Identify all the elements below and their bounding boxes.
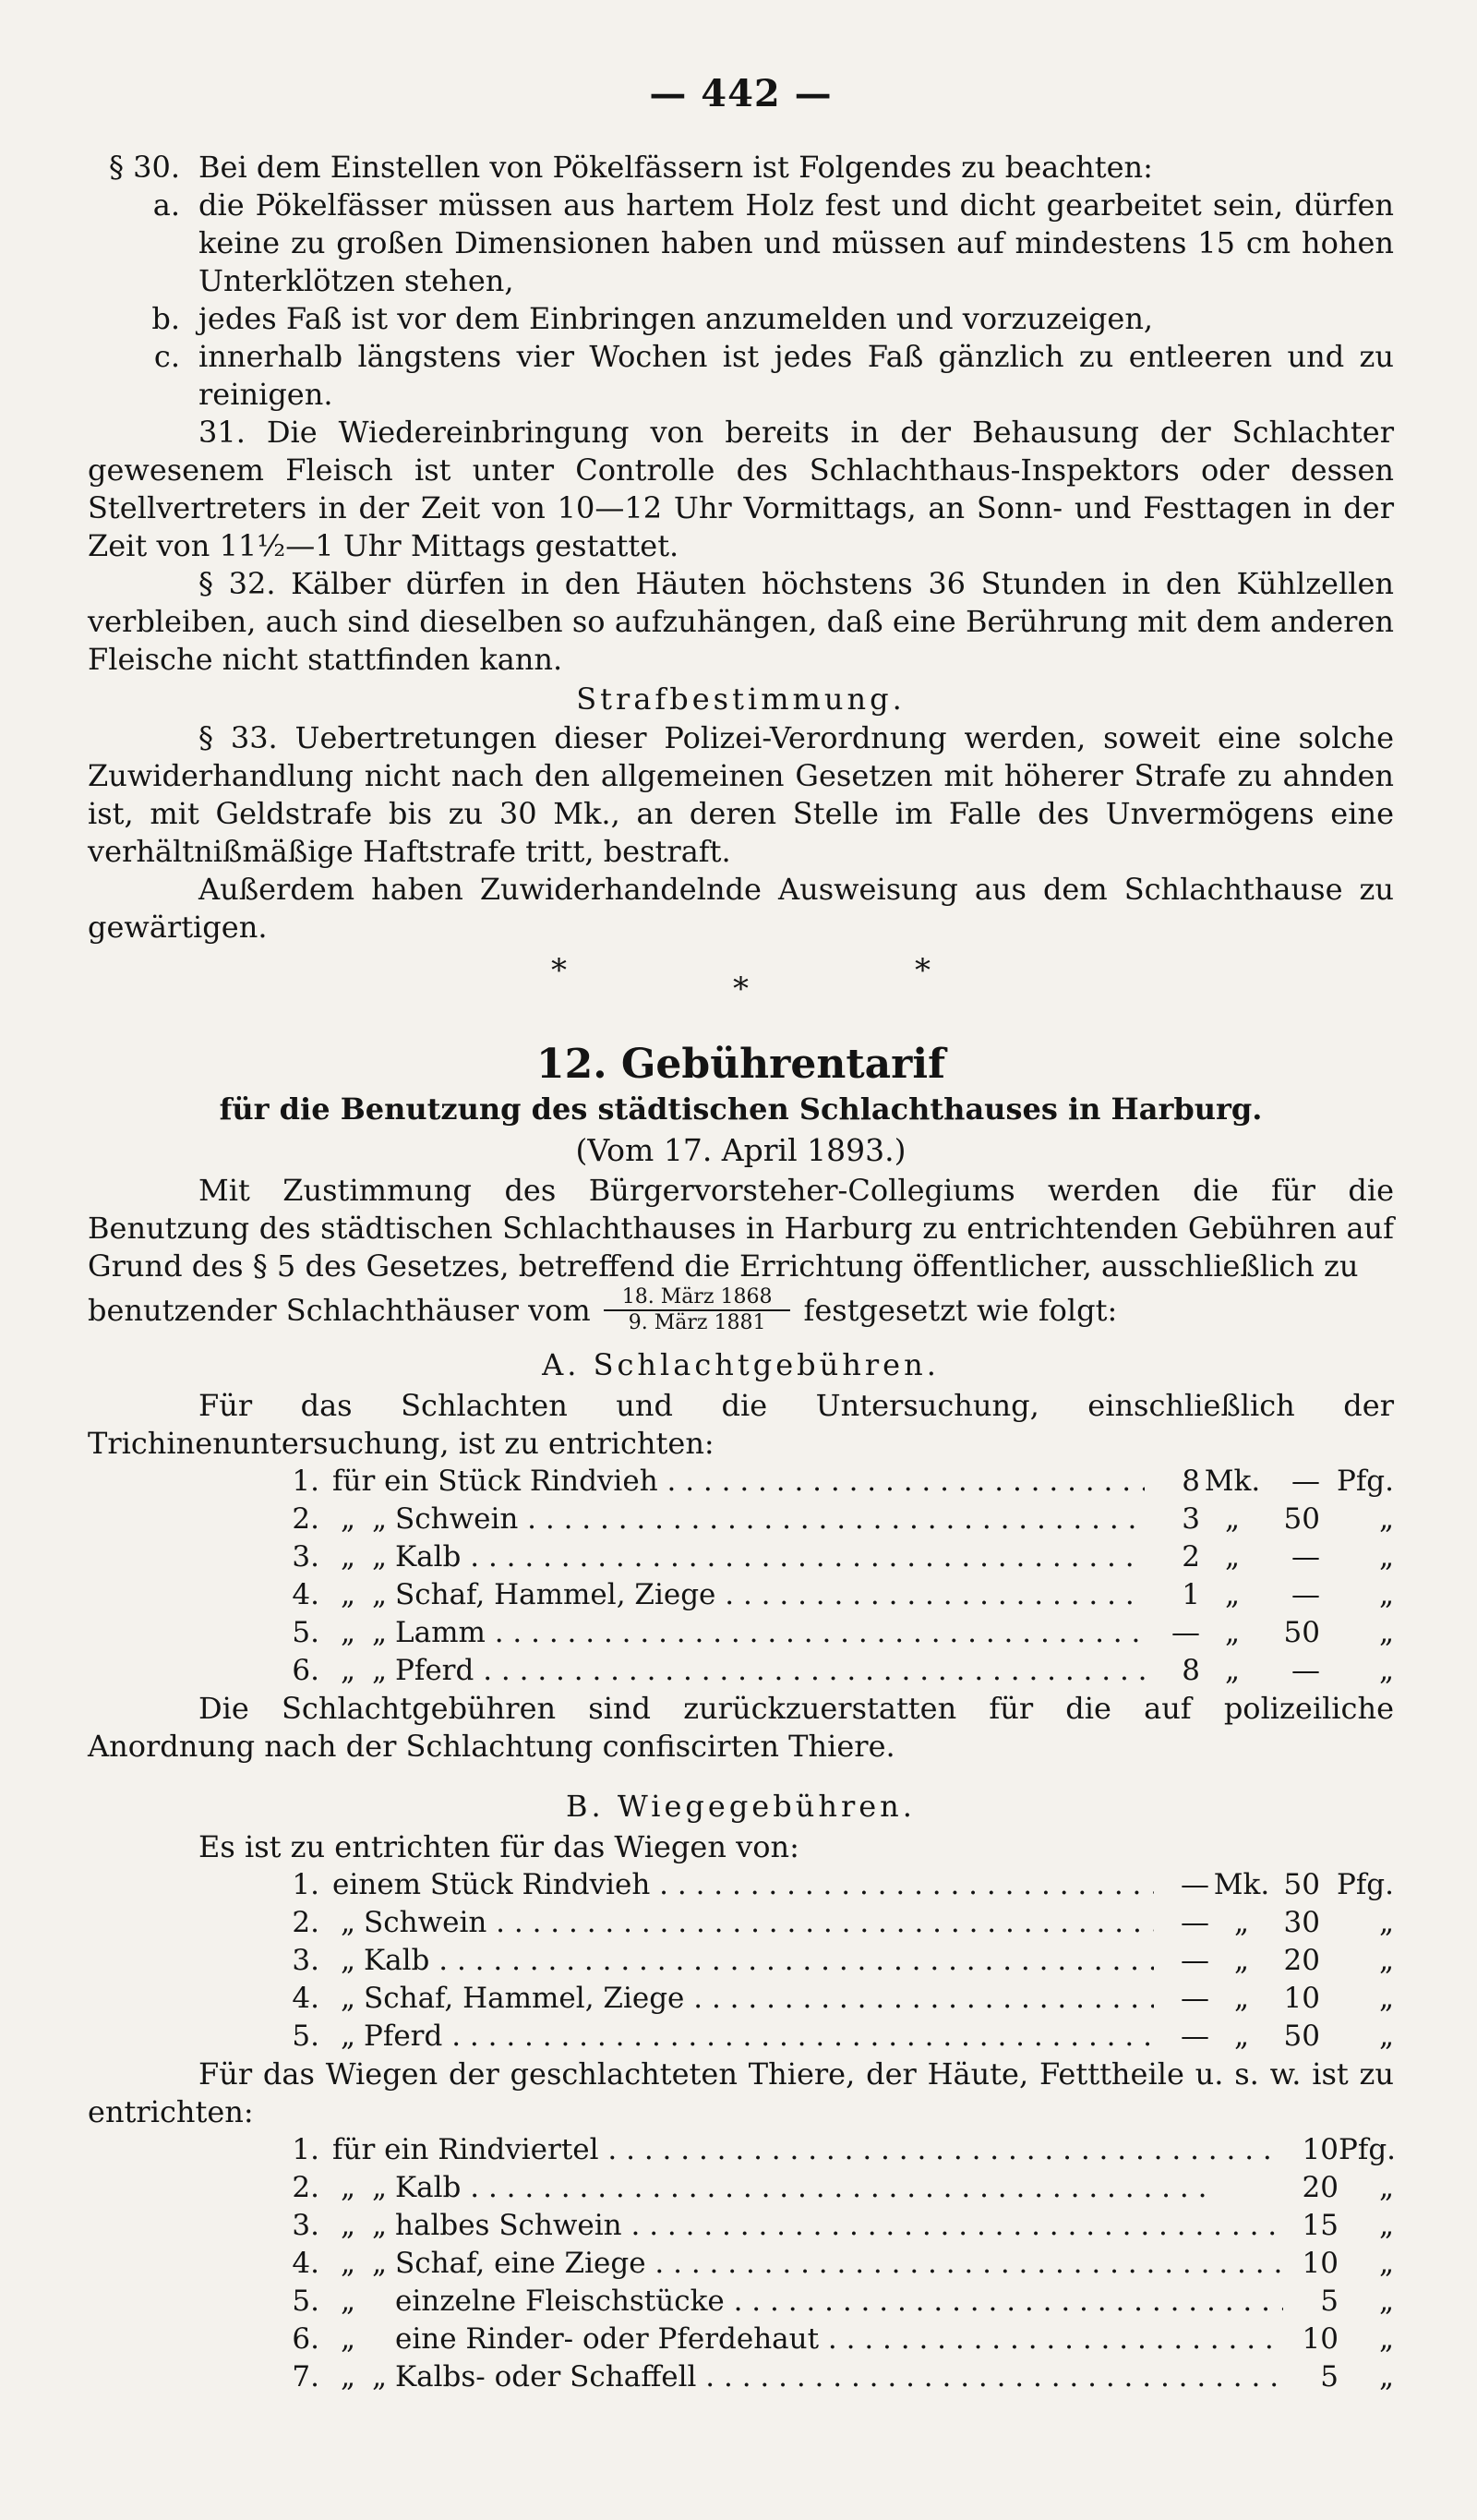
- ditto-mark: „: [340, 2360, 356, 2393]
- ditto-mark: „: [340, 1654, 356, 1687]
- tariff-date: (Vom 17. April 1893.): [575, 1132, 907, 1168]
- strafbestimmung-heading: Strafbestimmung.: [576, 681, 906, 717]
- row-marks: —: [1181, 1906, 1209, 1939]
- ditto-mark: „: [340, 1944, 356, 1977]
- row-pfg-unit: „: [1378, 2285, 1394, 2318]
- row-mk-unit: „: [1233, 1944, 1250, 1977]
- ditto-mark: „: [371, 1540, 388, 1573]
- section-a-title: A. Schlachtgebühren.: [542, 1347, 940, 1382]
- row-number: 2.: [292, 2171, 319, 2204]
- row-item: Lamm . . .: [395, 1614, 1145, 1652]
- row-pfennig: 50: [1283, 1616, 1320, 1649]
- row-pfg-unit: „: [1378, 2209, 1394, 2242]
- row-pfennig: 20: [1302, 2171, 1339, 2204]
- row-pfg-unit: „: [1378, 1944, 1394, 1977]
- section-30-item-b: [88, 300, 1394, 338]
- row-marks: 1: [1182, 1578, 1200, 1611]
- row-pfg-unit: Pfg.: [1336, 1868, 1394, 1901]
- section-a-table: [88, 1463, 1394, 1690]
- row-item: für ein Rindviertel . . .: [332, 2131, 1283, 2169]
- row-number: 6.: [292, 2322, 319, 2356]
- row-mk-unit: „: [1224, 1502, 1241, 1536]
- row-pfennig: —: [1291, 1654, 1320, 1687]
- row-pfennig: —: [1291, 1465, 1320, 1498]
- row-pfg-unit: „: [1378, 2020, 1394, 2053]
- row-number: 4.: [292, 1578, 319, 1611]
- section-b-table: [88, 1866, 1394, 2056]
- fraction-denominator: 9. März 1881: [628, 1311, 766, 1334]
- row-item: einem Stück Rindvieh . . .: [332, 1866, 1154, 1904]
- ditto-mark: „: [340, 2209, 356, 2242]
- row-item: halbes Schwein . . .: [395, 2207, 1283, 2245]
- ditto-mark: „: [371, 2247, 388, 2280]
- row-mk-unit: Mk.: [1204, 1465, 1261, 1498]
- row-number: 1.: [292, 1868, 319, 1901]
- row-pfg-unit: „: [1378, 2322, 1394, 2356]
- row-pfennig: 10: [1302, 2322, 1339, 2356]
- ditto-mark: „: [371, 1616, 388, 1649]
- ditto-mark: „: [340, 1502, 356, 1536]
- section-32: § 32. Kälber dürfen in den Häuten höchstens 36 Stunden in den Kühlzellen verbleiben, auch sind dieselben so aufzuhängen, daß eine Berührung mit dem anderen Fleische nicht stattfinden kann.: [88, 566, 1394, 677]
- row-pfennig: 20: [1283, 1944, 1320, 1977]
- ditto-mark: „: [371, 1578, 388, 1611]
- row-mk-unit: Mk.: [1213, 1868, 1270, 1901]
- section-a-note: Die Schlachtgebühren sind zurückzuerstatten für die auf polizeiliche Anordnung nach der Schlachtung confiscirten Thiere.: [88, 1691, 1394, 1764]
- table-row: [88, 1866, 1394, 1904]
- table-row: [88, 2283, 1394, 2321]
- row-item: Kalb . . .: [395, 1538, 1145, 1576]
- item-text: die Pökelfässer müssen aus hartem Holz fest und dicht gearbeitet sein, dürfen keine zu großen Dimensionen haben und müssen auf mindestens 15 cm hohen Unterklötzen stehen,: [198, 187, 1394, 298]
- row-item: Pferd . . .: [364, 2018, 1154, 2056]
- page-number: — 442 —: [649, 72, 833, 115]
- table-row: [88, 2018, 1394, 2056]
- row-number: 7.: [292, 2360, 319, 2393]
- item-label: b.: [151, 301, 180, 336]
- row-item: eine Rinder- oder Pferdehaut . . .: [395, 2321, 1283, 2358]
- row-pfennig: 50: [1283, 1502, 1320, 1536]
- ditto-mark: „: [340, 1616, 356, 1649]
- section-31: 31. Die Wiedereinbringung von bereits in der Behausung der Schlachter gewesenem Fleisch ist unter Controlle des Schlachthaus-Inspektors oder dessen Stellvertreters in der Zeit von 10—12 Uhr Vormittags, an Sonn- und Festtagen in der Zeit von 11½—1 Uhr Mittags gestattet.: [88, 415, 1394, 563]
- row-mk-unit: „: [1233, 2020, 1250, 2053]
- row-mk-unit: „: [1233, 1906, 1250, 1939]
- fraction-numerator: 18. März 1868: [604, 1285, 791, 1311]
- row-pfennig: —: [1291, 1540, 1320, 1573]
- star: *: [733, 971, 749, 1007]
- ditto-mark: „: [340, 1540, 356, 1573]
- ditto-mark: „: [340, 2247, 356, 2280]
- table-row: [88, 2131, 1397, 2169]
- row-number: 5.: [292, 1616, 319, 1649]
- row-pfennig: 5: [1320, 2360, 1339, 2393]
- row-marks: 8: [1182, 1465, 1200, 1498]
- star: *: [915, 952, 931, 989]
- table-row: [88, 2169, 1394, 2207]
- row-marks: —: [1171, 1616, 1200, 1649]
- separator-stars: [88, 952, 1394, 1007]
- ditto-mark: „: [340, 1982, 356, 2015]
- section-30-item-a: [88, 187, 1394, 300]
- row-pfg-unit: „: [1378, 1654, 1394, 1687]
- table-row: [88, 2358, 1394, 2396]
- ditto-mark: „: [340, 2322, 356, 2356]
- row-pfennig: 10: [1302, 2247, 1339, 2280]
- table-row: [88, 1538, 1394, 1576]
- row-pfg-unit: „: [1378, 1540, 1394, 1573]
- row-pfennig: 10: [1283, 1982, 1320, 2015]
- row-item: Kalbs- oder Schaffell . . .: [395, 2358, 1283, 2396]
- table-row: [88, 1501, 1394, 1538]
- row-pfennig: 15: [1302, 2209, 1339, 2242]
- row-number: 5.: [292, 2285, 319, 2318]
- table-row: [88, 2321, 1394, 2358]
- ditto-mark: „: [340, 2171, 356, 2204]
- section-33: § 33. Uebertretungen dieser Polizei-Verordnung werden, soweit eine solche Zuwiderhandlung nicht nach den allgemeinen Gesetzen mit höherer Strafe zu ahnden ist, mit Geldstrafe bis zu 30 Mk., an deren Stelle im Falle des Unvermögens eine verhältnißmäßige Haftstrafe tritt, bestraft.: [88, 720, 1394, 869]
- section-a-intro: Für das Schlachten und die Untersuchung, einschließlich der Trichinenuntersuchung, ist zu entrichten:: [88, 1388, 1394, 1461]
- row-number: 3.: [292, 1540, 319, 1573]
- row-mk-unit: „: [1224, 1540, 1241, 1573]
- row-number: 4.: [292, 2247, 319, 2280]
- row-pfg-unit: „: [1378, 2171, 1394, 2204]
- row-pfg-unit: „: [1378, 1906, 1394, 1939]
- tariff-intro: Mit Zustimmung des Bürgervorsteher-Collegiums werden die für die Benutzung des städtischen Schlachthauses in Harburg zu entrichtenden Gebühren auf Grund des § 5 des Gesetzes, betreffend die Errichtung öffentlicher, ausschließlich zu: [88, 1173, 1394, 1284]
- row-pfg-unit: „: [1378, 2247, 1394, 2280]
- ditto-mark: „: [371, 2171, 388, 2204]
- section-30-label: § 30.: [108, 150, 180, 185]
- row-pfg-unit: „: [1378, 2360, 1394, 2393]
- row-number: 1.: [292, 1465, 319, 1498]
- row-mk-unit: „: [1233, 1982, 1250, 2015]
- row-pfennig: 30: [1283, 1906, 1320, 1939]
- row-pfennig: 50: [1283, 2020, 1320, 2053]
- section-33-addendum: Außerdem haben Zuwiderhandelnde Ausweisung aus dem Schlachthause zu gewärtigen.: [88, 872, 1394, 945]
- section-b-intro-2: Für das Wiegen der geschlachteten Thiere, der Häute, Fetttheile u. s. w. ist zu entrichten:: [88, 2056, 1394, 2129]
- row-pfennig: —: [1291, 1578, 1320, 1611]
- star: *: [551, 952, 567, 989]
- row-number: 4.: [292, 1982, 319, 2015]
- ditto-mark: „: [371, 2209, 388, 2242]
- row-marks: —: [1181, 2020, 1209, 2053]
- ditto-mark: [364, 2321, 395, 2358]
- table-row: [88, 1652, 1394, 1690]
- row-item: Schaf, eine Ziege . . .: [395, 2245, 1283, 2283]
- item-label: c.: [153, 339, 180, 374]
- table-row: [88, 1942, 1394, 1980]
- row-pfg-unit: Pfg.: [1336, 1465, 1394, 1498]
- tariff-subheading: für die Benutzung des städtischen Schlachthauses in Harburg.: [219, 1091, 1263, 1127]
- tariff-heading: 12. Gebührentarif: [535, 1041, 945, 1088]
- ditto-mark: „: [340, 2285, 356, 2318]
- tariff-intro-end: [88, 1285, 1394, 1335]
- ditto-mark: „: [340, 1578, 356, 1611]
- ditto-mark: „: [371, 2360, 388, 2393]
- intro-after: festgesetzt wie folgt:: [803, 1292, 1118, 1328]
- row-pfg-unit: „: [1378, 1578, 1394, 1611]
- item-text: innerhalb längstens vier Wochen ist jedes Faß gänzlich zu entleeren und zu reinigen.: [198, 339, 1394, 412]
- row-marks: 8: [1182, 1654, 1200, 1687]
- table-row: [88, 1576, 1394, 1614]
- row-mk-unit: „: [1224, 1578, 1241, 1611]
- row-number: 1.: [292, 2133, 319, 2166]
- table-row: [88, 1904, 1394, 1942]
- row-item: Schwein . . .: [395, 1501, 1145, 1538]
- item-label: a.: [152, 187, 180, 223]
- table-row: [88, 1614, 1394, 1652]
- row-mk-unit: „: [1224, 1616, 1241, 1649]
- table-row: [88, 2207, 1394, 2245]
- row-number: 2.: [292, 1502, 319, 1536]
- table-row: [88, 2245, 1394, 2283]
- row-number: 3.: [292, 2209, 319, 2242]
- ditto-mark: „: [340, 2020, 356, 2053]
- row-number: 5.: [292, 2020, 319, 2053]
- row-item: Schaf, Hammel, Ziege . . .: [395, 1576, 1145, 1614]
- row-pfg-unit: „: [1378, 1982, 1394, 2015]
- row-marks: —: [1181, 1868, 1209, 1901]
- row-number: 3.: [292, 1944, 319, 1977]
- row-pfennig: 10: [1302, 2133, 1339, 2166]
- row-item: Kalb . . .: [364, 1942, 1154, 1980]
- row-item: Pferd . . .: [395, 1652, 1145, 1690]
- ditto-mark: „: [371, 1502, 388, 1536]
- row-pfg-unit: „: [1378, 1616, 1394, 1649]
- section-b-intro: Es ist zu entrichten für das Wiegen von:: [198, 1829, 799, 1864]
- table-row: [88, 1980, 1394, 2018]
- row-pfennig: 50: [1283, 1868, 1320, 1901]
- row-number: 6.: [292, 1654, 319, 1687]
- item-text: jedes Faß ist vor dem Einbringen anzumelden und vorzuzeigen,: [198, 301, 1154, 336]
- row-mk-unit: „: [1224, 1654, 1241, 1687]
- row-marks: —: [1181, 1982, 1209, 2015]
- row-item: Schwein . . .: [364, 1904, 1154, 1942]
- row-item: Schaf, Hammel, Ziege . . .: [364, 1980, 1154, 2018]
- row-marks: —: [1181, 1944, 1209, 1977]
- law-date-fraction: [604, 1285, 791, 1335]
- table-row: [88, 1463, 1394, 1501]
- intro-before: benutzender Schlachthäuser vom: [88, 1292, 591, 1328]
- row-item: Kalb . . .: [395, 2169, 1283, 2207]
- row-pfg-unit: Pfg.: [1339, 2133, 1397, 2166]
- ditto-mark: [364, 2283, 395, 2321]
- row-item: einzelne Fleischstücke . . .: [395, 2283, 1283, 2321]
- section-b-table-2: [88, 2131, 1397, 2396]
- ditto-mark: „: [340, 1906, 356, 1939]
- row-pfg-unit: „: [1378, 1502, 1394, 1536]
- row-marks: 3: [1182, 1502, 1200, 1536]
- row-marks: 2: [1182, 1540, 1200, 1573]
- section-30: [88, 149, 1394, 187]
- row-item: für ein Stück Rindvieh . . .: [332, 1463, 1145, 1501]
- section-b-title: B. Wiegegebühren.: [566, 1789, 916, 1824]
- row-number: 2.: [292, 1906, 319, 1939]
- section-30-item-c: [88, 338, 1394, 414]
- ditto-mark: „: [371, 1654, 388, 1687]
- section-30-text: Bei dem Einstellen von Pökelfässern ist Folgendes zu beachten:: [198, 150, 1153, 185]
- row-pfennig: 5: [1320, 2285, 1339, 2318]
